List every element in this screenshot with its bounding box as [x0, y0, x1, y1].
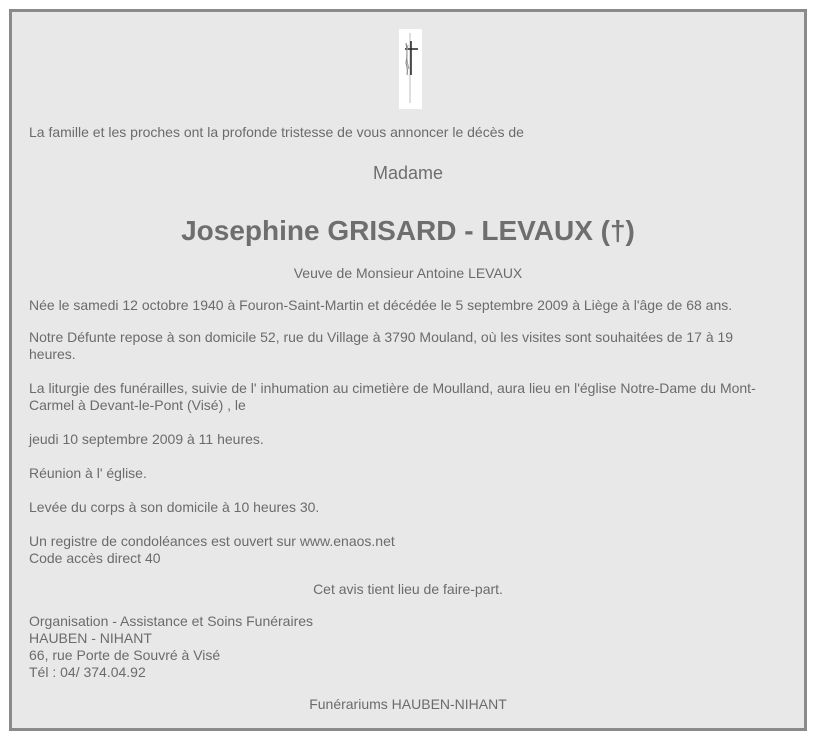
salutation: Madame	[372, 163, 444, 183]
birth-death-text: Née le samedi 12 octobre 1940 à Fouron-Saint-Martin et décédée le 5 septembre 2009 à Liège à l'âge de 68 ans.	[29, 297, 733, 313]
intro-text: La famille et les proches ont la profonde tristesse de vous annoncer le décès de	[29, 124, 524, 140]
rest-text-line2: heures.	[29, 346, 76, 362]
cross-icon	[399, 29, 422, 109]
organisation-phone: Tél : 04/ 374.04.92	[29, 664, 146, 680]
levee-text: Levée du corps à son domicile à 10 heures 30.	[29, 499, 320, 515]
footer-text: Funérariums HAUBEN-NIHANT	[309, 696, 507, 712]
ceremony-date: jeudi 10 septembre 2009 à 11 heures.	[29, 431, 264, 447]
liturgy-text-line1: La liturgie des funérailles, suivie de l' inhumation au cimetière de Moulland, aura lieu en l'église Notre-Dame du Mont-	[29, 380, 756, 396]
deceased-name: Josephine GRISARD - LEVAUX (†)	[181, 215, 635, 246]
organisation-line2: HAUBEN - NIHANT	[29, 630, 152, 646]
rest-text-line1: Notre Défunte repose à son domicile 52, rue du Village à 3790 Mouland, où les visites sont souhaitées de 17 à 19	[29, 329, 734, 345]
notice-text: Cet avis tient lieu de faire-part.	[313, 581, 503, 597]
register-text-line2: Code accès direct 40	[29, 550, 161, 566]
register-text-line1: Un registre de condoléances est ouvert sur www.enaos.net	[29, 533, 395, 549]
reunion-text: Réunion à l' église.	[29, 465, 147, 481]
organisation-line1: Organisation - Assistance et Soins Funéraires	[29, 613, 314, 629]
liturgy-text-line2: Carmel à Devant-le-Pont (Visé) , le	[29, 397, 246, 413]
obituary-notice	[9, 9, 807, 731]
organisation-address: 66, rue Porte de Souvré à Visé	[29, 647, 221, 663]
widow-of-text: Veuve de Monsieur Antoine LEVAUX	[293, 265, 523, 281]
